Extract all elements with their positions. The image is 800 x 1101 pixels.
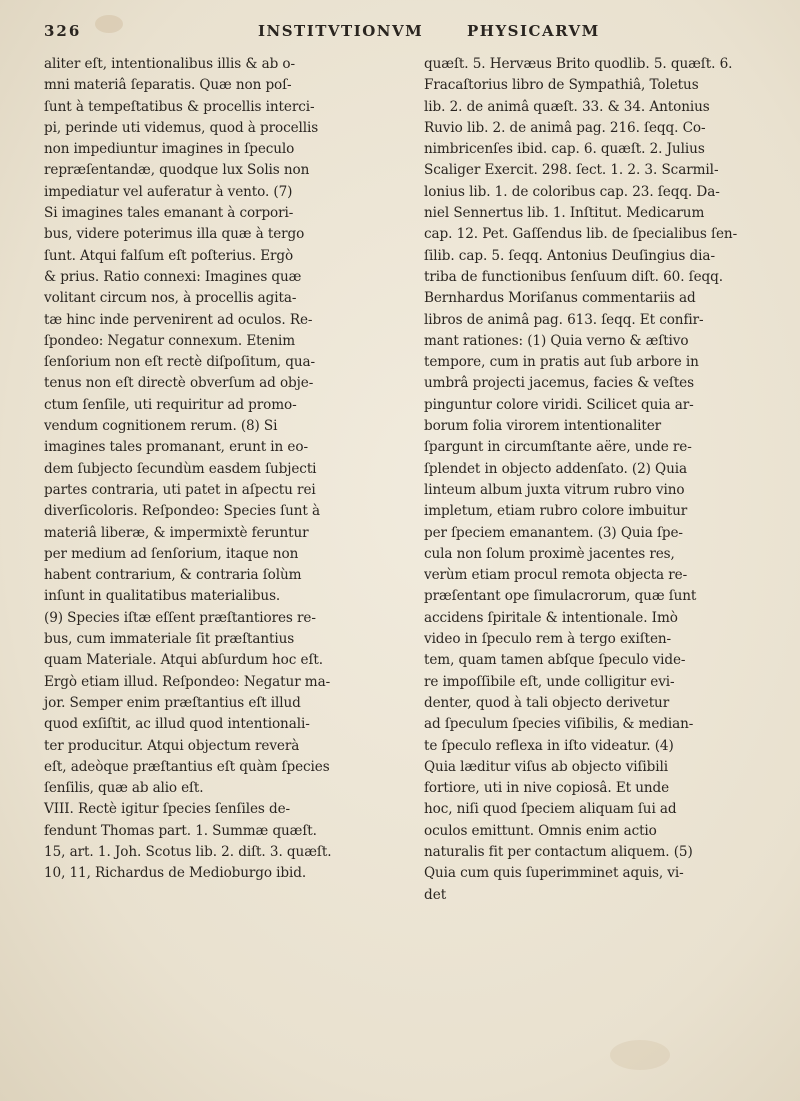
text-line: præſentant ope ſimulacrorum, quæ ſunt	[424, 588, 697, 605]
text-line: ſunt à tempeſtatibus & procellis interci-	[44, 98, 315, 115]
text-line: vendum cognitionem rerum. (8) Si	[44, 418, 278, 435]
text-line: re impoſſibile eſt, unde colligitur evi-	[424, 673, 675, 690]
text-line: ſpondeo: Negatur connexum. Etenim	[44, 332, 296, 349]
text-line: lonius lib. 1. de coloribus cap. 23. ſeqq. Da-	[424, 183, 720, 200]
text-line: linteum album juxta vitrum rubro vino	[424, 481, 685, 498]
text-line: pinguntur colore viridi. Scilicet quia ar-	[424, 396, 694, 413]
text-line: fortiore, uti in nive copiosâ. Et unde	[424, 780, 670, 797]
text-line: diverſicoloris. Reſpondeo: Species ſunt à	[44, 503, 321, 520]
text-line: ſilib. cap. 5. ſeqq. Antonius Deuſingius dia-	[424, 247, 715, 264]
text-line: umbrâ projecti jacemus, facies & veſtes	[424, 375, 694, 392]
text-line: bus, videre poterimus illa quæ à tergo	[44, 226, 305, 243]
text-line: ſplendet in objecto addenſato. (2) Quia	[424, 460, 687, 477]
text-line: impletum, etiam rubro colore imbuitur	[424, 503, 688, 520]
page-header	[44, 22, 779, 46]
text-line: pi, perinde uti videmus, quod à procellis	[44, 119, 319, 136]
running-title-right: PHYSICARVM	[467, 22, 600, 40]
text-line: Bernhardus Moriſanus commentariis ad	[424, 290, 696, 307]
text-line: tæ hinc inde pervenirent ad oculos. Re-	[44, 311, 313, 328]
text-line: verùm etiam procul remota objecta re-	[424, 567, 688, 584]
text-line: volitant circum nos, à procellis agita-	[44, 290, 297, 307]
text-line: dem ſubjecto ſecundùm easdem ſubjecti	[44, 460, 317, 477]
text-line: denter, quod à tali objecto derivetur	[424, 694, 670, 711]
text-line: Scaliger Exercit. 298. ſect. 1. 2. 3. Scarmil-	[424, 162, 719, 179]
text-line: te ſpeculo reflexa in iſto videatur. (4)	[424, 737, 674, 754]
text-line: Si imagines tales emanant à corpori-	[44, 205, 294, 222]
text-line: fendunt Thomas part. 1. Summæ quæſt.	[44, 822, 317, 839]
text-line: quæſt. 5. Hervæus Brito quodlib. 5. quæſt. 6.	[424, 56, 733, 72]
text-line: tenus non eſt directè obverſum ad obje-	[44, 375, 314, 392]
text-line: partes contraria, uti patet in aſpectu rei	[44, 481, 316, 498]
text-line: materiâ liberæ, & impermixtè feruntur	[44, 524, 309, 541]
text-line: per medium ad ſenſorium, itaque non	[44, 545, 299, 562]
text-line: Quia læditur viſus ab objecto viſibili	[424, 758, 668, 775]
text-line: habent contrarium, & contraria ſolùm	[44, 567, 302, 584]
text-line: niel Sennertus lib. 1. Inſtitut. Medicarum	[424, 205, 705, 222]
text-line: per ſpeciem emanantem. (3) Quia ſpe-	[424, 524, 683, 541]
right-text-column	[424, 54, 794, 906]
text-line: cula non ſolum proximè jacentes res,	[424, 545, 675, 562]
text-line: ter producitur. Atqui objectum reverà	[44, 737, 300, 754]
text-line: borum folia virorem intentionaliter	[424, 418, 662, 435]
text-line: 15, art. 1. Joh. Scotus lib. 2. diſt. 3. quæſt.	[44, 843, 332, 860]
text-line: tem, quam tamen abſque ſpeculo vide-	[424, 652, 686, 669]
text-line: lib. 2. de animâ quæſt. 33. & 34. Antonius	[424, 98, 710, 115]
text-line: cap. 12. Pet. Gaſſendus lib. de ſpecialibus ſen-	[424, 226, 738, 243]
text-line: ſenſilis, quæ ab alio eſt.	[44, 780, 204, 797]
text-line: aliter eſt, intentionalibus illis & ab o-	[44, 56, 295, 72]
text-line: VIII. Rectè igitur ſpecies ſenſiles de-	[44, 801, 291, 818]
running-title-left: INSTITVTIONVM	[258, 22, 424, 40]
page-number: 326	[44, 22, 82, 40]
text-line: (9) Species iſtæ eſſent præſtantiores re-	[44, 609, 316, 626]
text-line: non impediuntur imagines in ſpeculo	[44, 141, 295, 158]
text-line: tempore, cum in pratis aut ſub arbore in	[424, 354, 699, 371]
text-line: ſunt. Atqui falſum eſt poſterius. Ergò	[44, 247, 294, 264]
text-line: Ruvio lib. 2. de animâ pag. 216. ſeqq. Co-	[424, 119, 706, 136]
text-line: libros de animâ pag. 613. ſeqq. Et confir-	[424, 311, 704, 328]
text-line: quam Materiale. Atqui abſurdum hoc eſt.	[44, 652, 323, 669]
text-line: ad ſpeculum ſpecies viſibilis, & median-	[424, 716, 694, 733]
text-line: ſpargunt in circumſtante aëre, unde re-	[424, 439, 692, 456]
text-line: accidens ſpiritale & intentionale. Imò	[424, 609, 678, 626]
text-line: naturalis fit per contactum aliquem. (5)	[424, 843, 693, 860]
text-line: & prius. Ratio connexi: Imagines quæ	[44, 268, 302, 285]
text-line: ctum ſenſile, uti requiritur ad promo-	[44, 396, 297, 413]
text-line: video in ſpeculo rem à tergo exiſten-	[424, 631, 672, 648]
text-line: ſenſorium non eſt rectè diſpoſitum, qua-	[44, 354, 315, 371]
text-line: jor. Semper enim præſtantius eſt illud	[44, 694, 301, 711]
text-line: impediatur vel auferatur à vento. (7)	[44, 183, 293, 200]
text-line: mant rationes: (1) Quia verno & æſtivo	[424, 332, 689, 349]
text-line: det	[424, 886, 447, 903]
text-line: Ergò etiam illud. Reſpondeo: Negatur ma-	[44, 673, 331, 690]
text-line: oculos emittunt. Omnis enim actio	[424, 822, 657, 839]
paper-stain	[610, 1040, 670, 1070]
text-line: nimbricenſes ibid. cap. 6. quæſt. 2. Julius	[424, 141, 705, 158]
text-line: eſt, adeòque præſtantius eſt quàm ſpecies	[44, 758, 330, 775]
text-line: inſunt in qualitatibus materialibus.	[44, 588, 281, 605]
text-line: Quia cum quis ſuperimminet aquis, vi-	[424, 865, 684, 882]
text-line: mni materiâ ſeparatis. Quæ non poſ-	[44, 77, 292, 94]
text-line: quod exſiſtit, ac illud quod intentionali-	[44, 716, 310, 733]
text-line: imagines tales promanant, erunt in eo-	[44, 439, 308, 456]
left-text-column	[44, 54, 394, 885]
text-line: bus, cum immateriale ſit præſtantius	[44, 631, 295, 648]
text-line: repræſentandæ, quodque lux Solis non	[44, 162, 310, 179]
text-line: triba de functionibus ſenſuum diſt. 60. ſeqq.	[424, 268, 724, 285]
text-line: Fracaſtorius libro de Sympathiâ, Toletus	[424, 77, 699, 94]
text-line: 10, 11, Richardus de Medioburgo ibid.	[44, 865, 307, 882]
text-line: hoc, niſi quod ſpeciem aliquam ſui ad	[424, 801, 677, 818]
